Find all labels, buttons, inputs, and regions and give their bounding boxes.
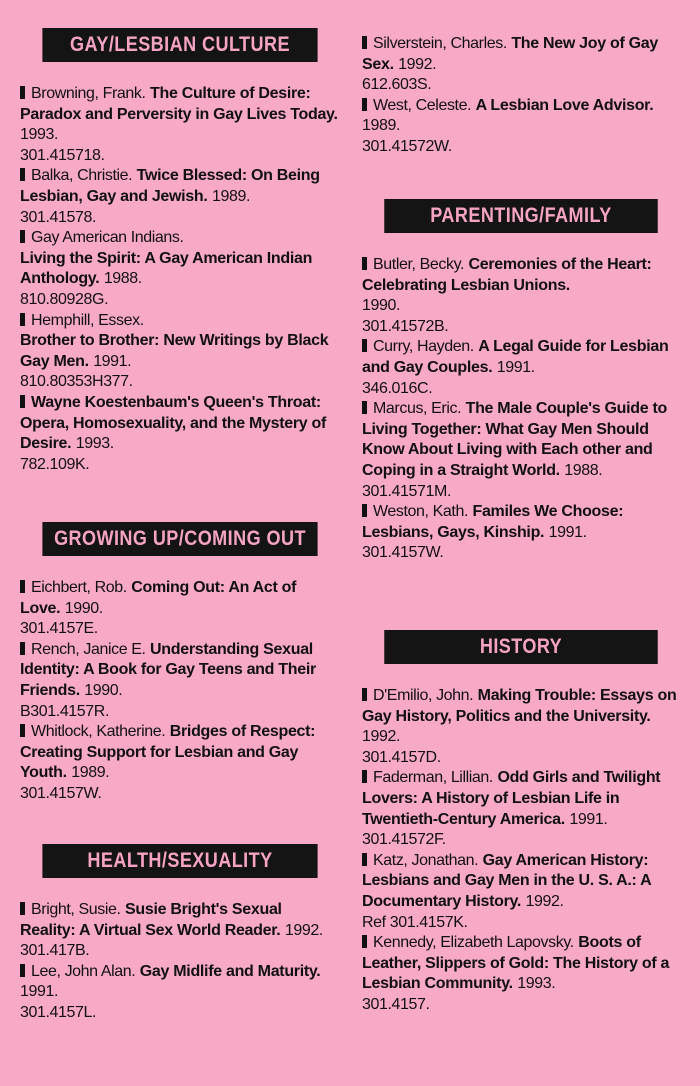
list-item bbox=[20, 84, 340, 166]
bullet-icon bbox=[20, 168, 25, 181]
bullet-icon bbox=[362, 401, 367, 414]
list-item bbox=[362, 502, 680, 564]
list-item bbox=[20, 900, 340, 962]
entry-call-number: 301.4157W. bbox=[20, 784, 102, 802]
entry-author: Rench, Janice E. bbox=[31, 640, 146, 658]
section-heading: HISTORY bbox=[384, 630, 657, 664]
entry-year: 1993. bbox=[20, 126, 59, 144]
entry-title: Odd Girls and Twilight Lovers: A History of Lesbian Life in Twentieth-Century America. bbox=[362, 769, 661, 828]
entry-title: Susie Bright's Sexual Reality: A Virtual Sex World Reader. bbox=[20, 901, 282, 939]
entry-author: Whitlock, Katherine. bbox=[31, 723, 166, 741]
entry-year: 1991. bbox=[496, 358, 535, 376]
entry-call-number: 782.109K. bbox=[20, 455, 90, 473]
bullet-icon bbox=[20, 902, 25, 915]
bullet-icon bbox=[20, 313, 25, 326]
entry-author: Eichbert, Rob. bbox=[31, 579, 127, 596]
list-item bbox=[362, 686, 680, 768]
section-heading: GROWING UP/COMING OUT bbox=[42, 522, 317, 556]
section-continued bbox=[362, 14, 680, 158]
bullet-icon bbox=[20, 724, 25, 737]
bullet-icon bbox=[362, 853, 367, 866]
entry-title: The New Joy of Gay Sex. bbox=[362, 35, 658, 73]
entry-author: Silverstein, Charles. bbox=[373, 35, 507, 52]
entry-title: Ceremonies of the Heart: Celebrating Lesbian Unions. bbox=[362, 256, 652, 294]
list-item bbox=[362, 933, 680, 1015]
list-item bbox=[20, 640, 340, 722]
bullet-icon bbox=[20, 86, 25, 99]
entry-year: 1988. bbox=[103, 270, 142, 288]
entry-call-number: 301.41572W. bbox=[362, 137, 452, 155]
entry-title: Gay American History: Lesbians and Gay Men in the U. S. A.: A Documentary History. bbox=[362, 851, 651, 910]
section-heading: PARENTING/FAMILY bbox=[384, 199, 657, 233]
entry-call-number: B301.4157R. bbox=[20, 702, 110, 720]
entry-author: Marcus, Eric. bbox=[373, 400, 462, 418]
list-item bbox=[20, 393, 340, 475]
entry-call-number: 810.80353H377. bbox=[20, 373, 133, 391]
list-item bbox=[362, 337, 680, 399]
entry-call-number: 301.41572B. bbox=[362, 317, 449, 335]
list-item bbox=[362, 399, 680, 502]
entry-call-number: 301.4157L. bbox=[20, 1003, 97, 1021]
section-gay-lesbian-culture bbox=[20, 28, 340, 475]
entry-call-number: Ref 301.4157K. bbox=[362, 913, 468, 931]
entry-year: 1992. bbox=[398, 55, 437, 73]
section-history bbox=[362, 630, 680, 1016]
entry-title: The Male Couple's Guide to Living Together: What Gay Men Should Know About Living with Each other and Coping in a Straight World. bbox=[362, 400, 667, 479]
bullet-icon bbox=[20, 642, 25, 655]
entry-list bbox=[20, 900, 340, 1024]
bullet-icon bbox=[20, 964, 25, 977]
entry-title: The Culture of Desire: Paradox and Perversity in Gay Lives Today. bbox=[20, 85, 338, 123]
entry-list bbox=[20, 84, 340, 475]
entry-year: 1990. bbox=[64, 599, 103, 617]
entry-call-number: 301.415718. bbox=[20, 146, 105, 164]
entry-title: Living the Spirit: A Gay American Indian Anthology. bbox=[20, 249, 313, 288]
entry-call-number: 301.417B. bbox=[20, 942, 90, 960]
entry-year: 1993. bbox=[517, 975, 556, 993]
entry-year: 1991. bbox=[93, 352, 132, 370]
list-item bbox=[362, 34, 680, 96]
entry-author: Katz, Jonathan. bbox=[373, 851, 479, 869]
entry-author: Butler, Becky. bbox=[373, 256, 465, 273]
entry-year: 1992. bbox=[284, 921, 323, 939]
entry-call-number: 810.80928G. bbox=[20, 290, 109, 308]
entry-author: West, Celeste. bbox=[373, 96, 472, 114]
entry-year: 1990. bbox=[362, 297, 401, 315]
entry-call-number: 301.4157E. bbox=[20, 620, 98, 638]
entry-title: Familes We Choose: Lesbians, Gays, Kinship. bbox=[362, 503, 624, 541]
section-heading: HEALTH/SEXUALITY bbox=[42, 844, 317, 878]
entry-year: 1989. bbox=[212, 187, 251, 205]
bullet-icon bbox=[362, 688, 367, 701]
section-heading: GAY/LESBIAN CULTURE bbox=[42, 28, 317, 62]
section-growing-up-coming-out bbox=[20, 522, 340, 805]
entry-title: Boots of Leather, Slippers of Gold: The History of a Lesbian Community. bbox=[362, 934, 670, 993]
entry-title: Making Trouble: Essays on Gay History, Politics and the University. bbox=[362, 687, 677, 725]
list-item bbox=[20, 311, 340, 393]
entry-title: A Legal Guide for Lesbian and Gay Couples. bbox=[362, 338, 669, 376]
entry-year: 1991. bbox=[569, 810, 608, 828]
entry-call-number: 301.41572F. bbox=[362, 831, 446, 849]
entry-author: Bright, Susie. bbox=[31, 901, 121, 918]
bullet-icon bbox=[20, 230, 25, 243]
entry-call-number: 301.4157. bbox=[362, 995, 430, 1013]
bullet-icon bbox=[20, 395, 25, 408]
section-parenting-family bbox=[362, 199, 680, 564]
entry-list bbox=[362, 255, 680, 564]
entry-list bbox=[362, 686, 680, 1016]
bullet-icon bbox=[362, 935, 367, 948]
entry-year: 1991. bbox=[548, 523, 587, 541]
list-item bbox=[362, 96, 680, 158]
entry-year: 1992. bbox=[525, 892, 564, 910]
bullet-icon bbox=[20, 580, 25, 593]
section-health-sexuality bbox=[20, 844, 340, 1024]
entry-author: Curry, Hayden. bbox=[373, 338, 474, 356]
entry-author: Gay American Indians. bbox=[31, 229, 184, 247]
bullet-icon bbox=[362, 257, 367, 270]
entry-year: 1990. bbox=[84, 681, 123, 699]
entry-year: 1988. bbox=[564, 461, 603, 479]
entry-title: Bridges of Respect: Creating Support for Lesbian and Gay Youth. bbox=[20, 723, 316, 782]
entry-year: 1993. bbox=[75, 435, 114, 453]
entry-year: 1991. bbox=[20, 983, 59, 1001]
entry-list bbox=[20, 578, 340, 805]
list-item bbox=[20, 962, 340, 1024]
entry-call-number: 346.016C. bbox=[362, 379, 433, 397]
entry-year: 1989. bbox=[362, 117, 401, 135]
entry-author: Balka, Christie. bbox=[31, 167, 133, 185]
bullet-icon bbox=[362, 36, 367, 49]
entry-year: 1992. bbox=[362, 728, 401, 746]
entry-title: Gay Midlife and Maturity. bbox=[139, 962, 321, 980]
bullet-icon bbox=[362, 98, 367, 111]
entry-author: Kennedy, Elizabeth Lapovsky. bbox=[373, 934, 574, 952]
bullet-icon bbox=[362, 504, 367, 517]
entry-call-number: 612.603S. bbox=[362, 76, 432, 94]
entry-title: Brother to Brother: New Writings by Black Gay Men. bbox=[20, 332, 329, 370]
entry-author: Browning, Frank. bbox=[31, 85, 146, 102]
entry-call-number: 301.4157W. bbox=[362, 544, 444, 562]
entry-author: Hemphill, Essex. bbox=[31, 311, 144, 329]
entry-list bbox=[362, 34, 680, 158]
list-item bbox=[20, 166, 340, 228]
list-item bbox=[20, 722, 340, 804]
list-item bbox=[20, 578, 340, 640]
bullet-icon bbox=[362, 770, 367, 783]
entry-title: Twice Blessed: On Being Lesbian, Gay and Jewish. bbox=[20, 167, 320, 205]
bullet-icon bbox=[362, 339, 367, 352]
entry-call-number: 301.4157D. bbox=[362, 748, 441, 766]
entry-title: Understanding Sexual Identity: A Book for Gay Teens and Their Friends. bbox=[20, 640, 316, 699]
entry-author: Faderman, Lillian. bbox=[373, 769, 493, 787]
entry-author: Lee, John Alan. bbox=[31, 962, 136, 980]
entry-author: D'Emilio, John. bbox=[373, 687, 474, 704]
entry-title: Wayne Koestenbaum's Queen's Throat: Opera, Homosexuality, and the Mystery of Desire. bbox=[20, 393, 327, 453]
entry-call-number: 301.41571M. bbox=[362, 482, 452, 500]
list-item bbox=[362, 255, 680, 337]
entry-title: Coming Out: An Act of Love. bbox=[20, 579, 297, 617]
entry-author: Weston, Kath. bbox=[373, 503, 469, 521]
entry-title: A Lesbian Love Advisor. bbox=[475, 96, 654, 114]
list-item bbox=[362, 768, 680, 850]
entry-call-number: 301.41578. bbox=[20, 208, 97, 226]
list-item bbox=[20, 228, 340, 310]
list-item bbox=[362, 851, 680, 933]
entry-year: 1989. bbox=[71, 764, 110, 782]
